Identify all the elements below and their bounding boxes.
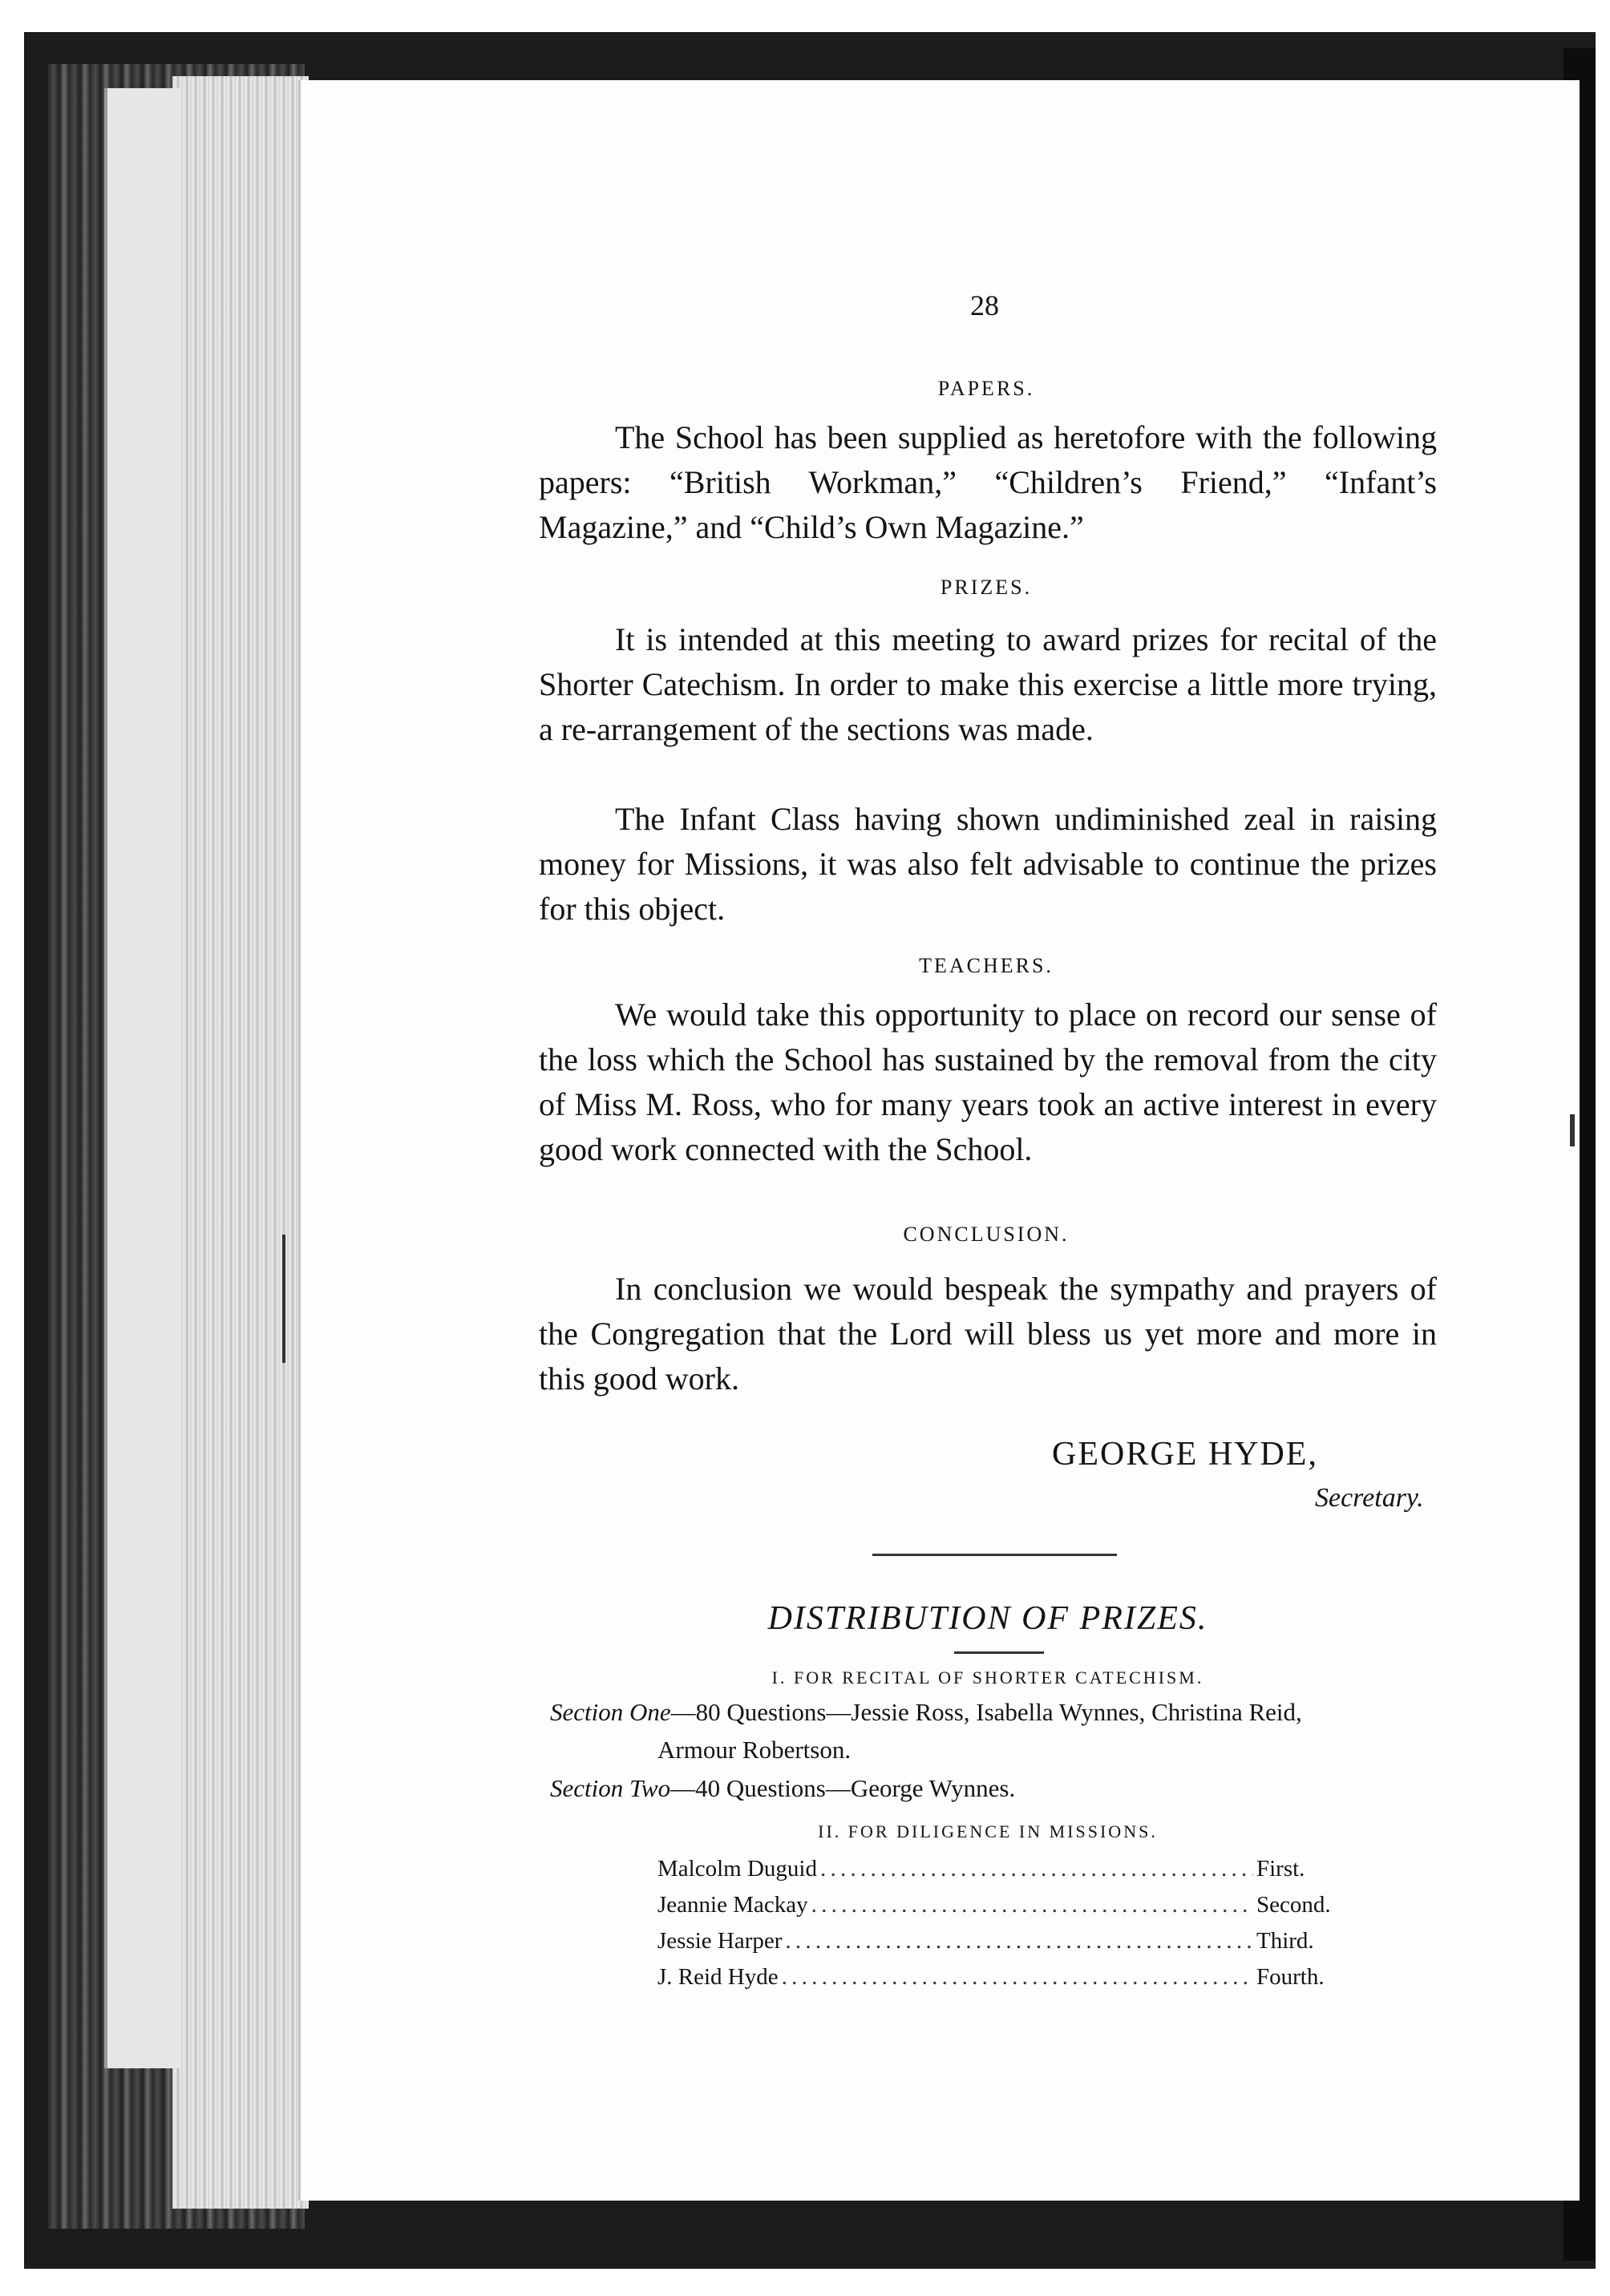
list-item: [657, 1964, 1351, 1991]
section-one-continuation: Armour Robertson.: [657, 1736, 852, 1764]
section-two-label: Section Two: [550, 1774, 671, 1802]
leader-dots: [820, 1856, 1253, 1882]
prizes-paragraph-1: It is intended at this meeting to award prizes for recital of the Shorter Catechism. In order to make this exercise a little more trying, a re-arrangement of the sections was made.: [539, 621, 1437, 747]
leader-dots: [785, 1928, 1253, 1954]
winner-name: Jessie Harper: [657, 1928, 783, 1954]
winner-place: Fourth.: [1256, 1964, 1325, 1990]
list-item: [657, 1856, 1351, 1882]
winner-name: J. Reid Hyde: [657, 1964, 779, 1990]
section-heading-conclusion: CONCLUSION.: [903, 1223, 1070, 1246]
section-two-line: [550, 1772, 1448, 1805]
divider-rule: [872, 1554, 1117, 1556]
signature-name: GEORGE HYDE,: [1052, 1436, 1318, 1473]
prizes-paragraph-2: The Infant Class having shown undiminished zeal in raising money for Missions, it was also felt advisable to continue the prizes for this object.: [539, 801, 1437, 927]
teachers-paragraph: We would take this opportunity to place on record our sense of the loss which the School has sustained by the removal from the city of Miss M. Ross, who for many years took an active interest in every good work connected with the School.: [539, 996, 1437, 1167]
scan-mark: [282, 1235, 285, 1363]
page-number: 28: [970, 289, 999, 321]
winner-name: Malcolm Duguid: [657, 1856, 817, 1882]
winner-place: First.: [1256, 1856, 1305, 1882]
papers-paragraph: The School has been supplied as heretofore with the following papers: “British Workman,” “Children’s Friend,” “Infant’s Magazine,” and “Child’s Own Magazine.”: [539, 419, 1437, 545]
list-item: [657, 1928, 1351, 1954]
book-fore-edge: [172, 76, 309, 2209]
signature-title: Secretary.: [1315, 1483, 1424, 1513]
section-two-text: —40 Questions—George Wynnes.: [670, 1774, 1016, 1802]
section-heading-teachers: TEACHERS.: [919, 954, 1054, 977]
conclusion-paragraph: In conclusion we would bespeak the sympathy and prayers of the Congregation that the Lord will bless us yet more and more in this good work.: [539, 1271, 1437, 1397]
section-one-line: [550, 1696, 1448, 1729]
missions-heading: II. FOR DILIGENCE IN MISSIONS.: [818, 1821, 1158, 1841]
scan-mark: [1570, 1114, 1575, 1146]
section-heading-prizes: PRIZES.: [940, 576, 1033, 599]
distribution-title: DISTRIBUTION OF PRIZES.: [767, 1600, 1208, 1637]
section-one-text: —80 Questions—Jessie Ross, Isabella Wynnes, Christina Reid,: [670, 1698, 1302, 1726]
book-fore-edge-inner: [104, 88, 180, 2068]
catechism-heading: I. FOR RECITAL OF SHORTER CATECHISM.: [771, 1667, 1204, 1688]
winner-place: Second.: [1256, 1892, 1331, 1918]
section-heading-papers: PAPERS.: [937, 377, 1035, 400]
leader-dots: [811, 1892, 1253, 1918]
list-item: [657, 1892, 1351, 1918]
leader-dots: [782, 1964, 1253, 1991]
section-one-label: Section One: [550, 1698, 671, 1726]
winner-place: Third.: [1256, 1928, 1314, 1954]
winner-name: Jeannie Mackay: [657, 1892, 808, 1918]
title-underline: [954, 1651, 1044, 1654]
